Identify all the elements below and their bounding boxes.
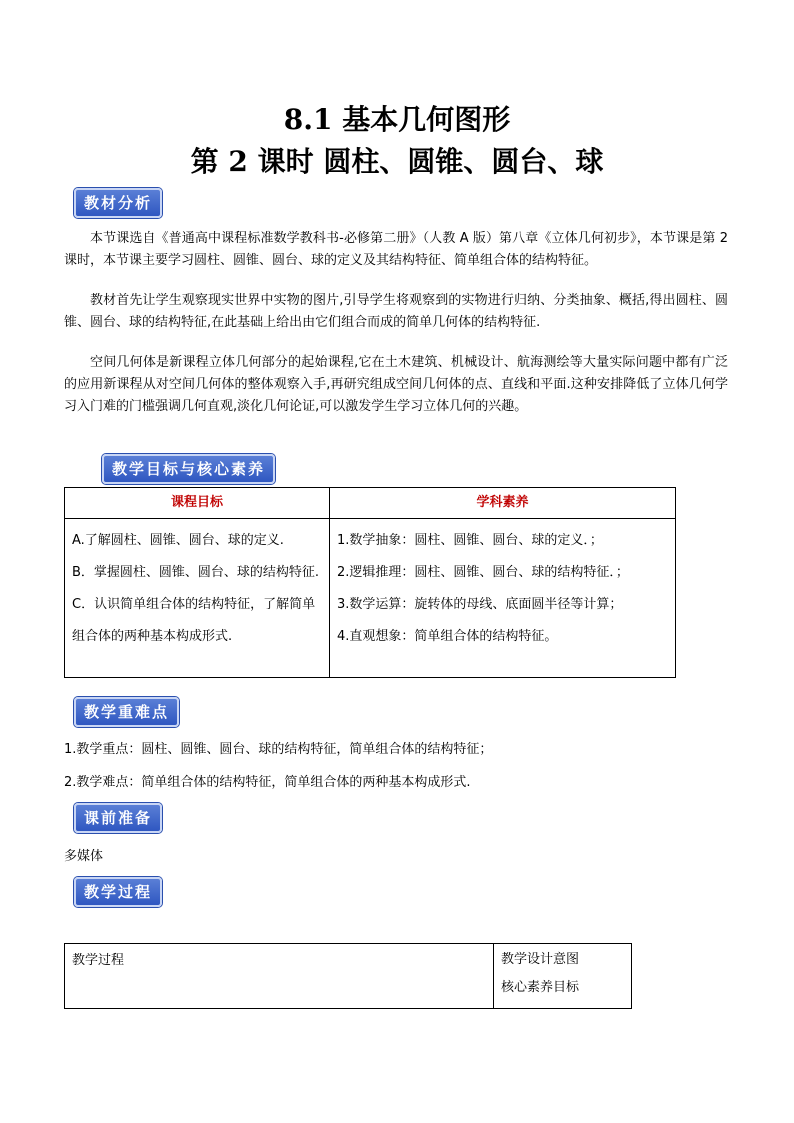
literacy-item: 4.直观想象：简单组合体的结构特征。 (337, 629, 558, 644)
section-badge-process: 教学过程 (74, 877, 162, 907)
section-badge-goals: 教学目标与核心素养 (102, 454, 275, 484)
goals-table (64, 487, 676, 678)
page-title: 8.1 基本几何图形 (283, 103, 511, 136)
section-badge-prep: 课前准备 (74, 803, 162, 833)
goal-item: C．认识简单组合体的结构特征，了解简单组合体的两种基本构成形式. (72, 597, 316, 644)
process-table (64, 943, 632, 1009)
analysis-paragraph-3: 空间几何体是新课程立体几何部分的起始课程,它在土木建筑、机械设计、航海测绘等大量实际问题中都有广泛的应用新课程从对空间几何体的整体观察入手,再研究组成空间几何体的点、直线和平面.这种安排降低了立体几何学习入门难的门槛强调几何直观,淡化几何论证,可以激发学生学习立体几何的兴趣。 (64, 355, 728, 414)
goal-item: B．掌握圆柱、圆锥、圆台、球的结构特征. (72, 565, 320, 580)
process-cell: 教学过程 (65, 944, 494, 1009)
analysis-paragraph-2: 教材首先让学生观察现实世界中实物的图片,引导学生将观察到的实物进行归纳、分类抽象、概括,得出圆柱、圆锥、圆台、球的结构特征,在此基础上给出由它们组合而成的简单几何体的结构特征. (64, 293, 728, 330)
goals-course-cell (65, 519, 330, 678)
goals-literacy-cell (330, 519, 676, 678)
design-intent-label: 教学设计意图 (501, 952, 580, 967)
design-intent-cell (494, 944, 632, 1009)
difficulty-line: 2.教学难点：简单组合体的结构特征，简单组合体的两种基本构成形式. (64, 775, 471, 790)
key-point-line: 1.教学重点：圆柱、圆锥、圆台、球的结构特征，简单组合体的结构特征； (64, 742, 493, 757)
goal-item: A.了解圆柱、圆锥、圆台、球的定义. (72, 533, 284, 548)
literacy-item: 2.逻辑推理：圆柱、圆锥、圆台、球的结构特征．； (337, 565, 629, 580)
section-badge-keypoints: 教学重难点 (74, 697, 179, 727)
prep-text: 多媒体 (64, 849, 104, 864)
analysis-paragraph-1: 本节课选自《普通高中课程标准数学教科书-必修第二册》（人教 A 版）第八章《立体几何初步》，本节课是第 2 课时，本节课主要学习圆柱、圆锥、圆台、球的定义及其结构特征、简单组合体的结构特征。 (64, 231, 728, 268)
section-badge-analysis: 教材分析 (74, 188, 162, 218)
literacy-item: 1.数学抽象：圆柱、圆锥、圆台、球的定义．； (337, 533, 603, 548)
goals-header-literacy: 学科素养 (330, 488, 676, 519)
goals-header-course: 课程目标 (65, 488, 330, 519)
page-subtitle: 第 2 课时 圆柱、圆锥、圆台、球 (190, 145, 604, 178)
core-literacy-label: 核心素养目标 (501, 980, 580, 995)
literacy-item: 3.数学运算：旋转体的母线、底面圆半径等计算； (337, 597, 623, 612)
